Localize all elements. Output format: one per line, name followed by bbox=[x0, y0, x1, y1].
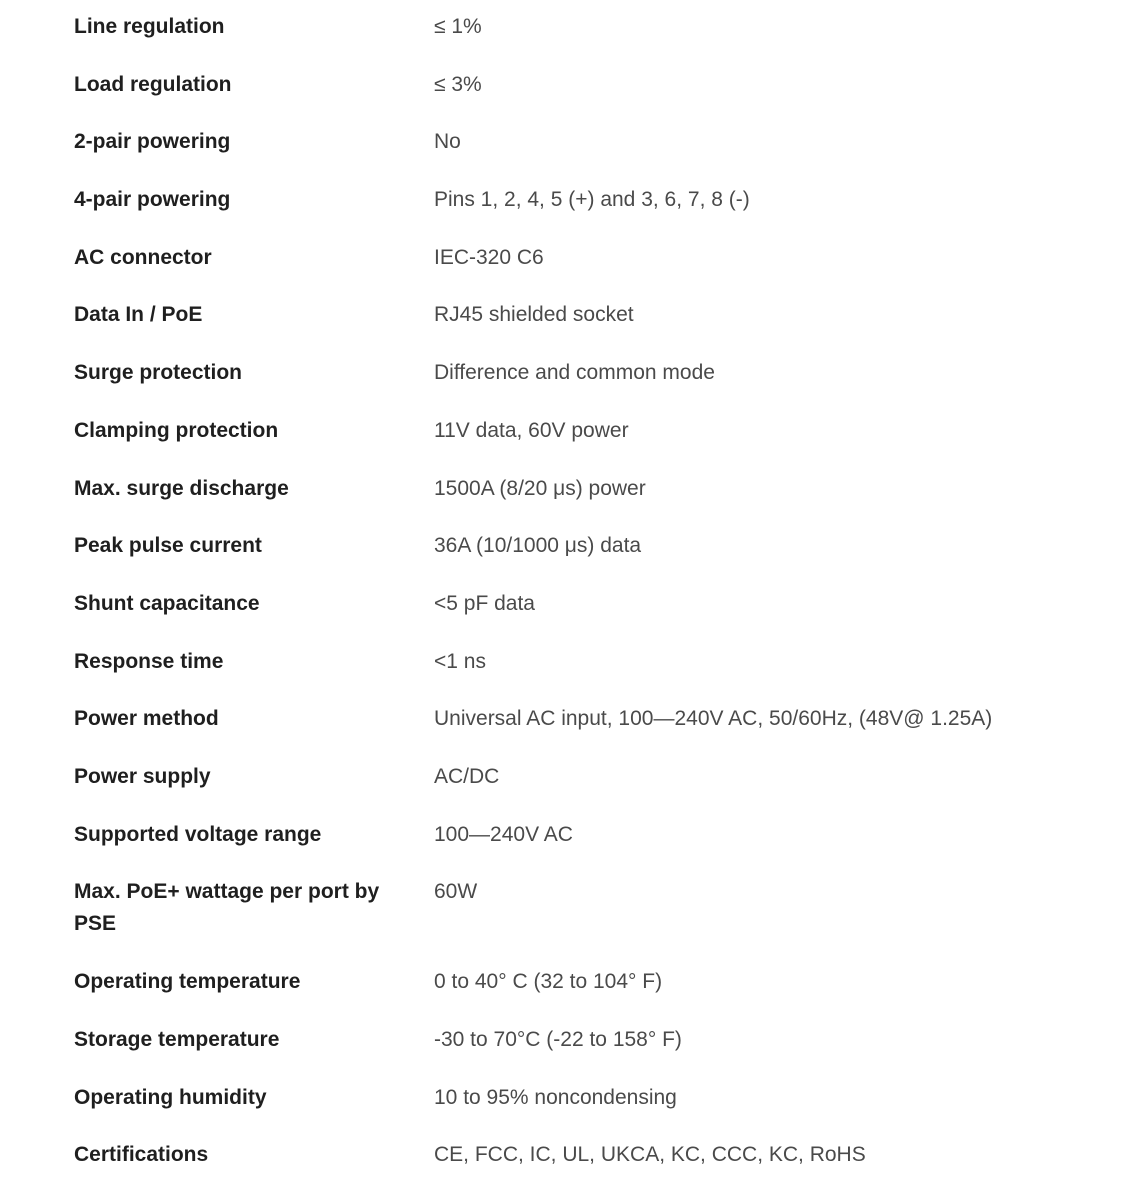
spec-row-line-regulation bbox=[74, 0, 1074, 57]
spec-label: 4-pair powering bbox=[74, 188, 231, 212]
spec-value: Pins 1, 2, 4, 5 (+) and 3, 6, 7, 8 (-) bbox=[434, 188, 750, 212]
spec-row-ac-connector bbox=[74, 230, 1074, 288]
spec-label: Response time bbox=[74, 649, 224, 673]
spec-label: Load regulation bbox=[74, 72, 232, 96]
spec-label: Operating temperature bbox=[74, 970, 301, 994]
spec-label: Clamping protection bbox=[74, 418, 279, 442]
spec-row-power-supply bbox=[74, 749, 1074, 807]
spec-row-load-regulation bbox=[74, 57, 1074, 115]
spec-row-2-pair-powering bbox=[74, 114, 1074, 172]
spec-label: AC connector bbox=[74, 245, 212, 269]
spec-value: 10 to 95% noncondensing bbox=[434, 1085, 677, 1109]
spec-row-response-time bbox=[74, 634, 1074, 692]
spec-label: Supported voltage range bbox=[74, 822, 322, 846]
spec-row-storage-temperature bbox=[74, 1012, 1074, 1070]
spec-row-shunt-capacitance bbox=[74, 576, 1074, 634]
spec-value: ≤ 1% bbox=[434, 15, 482, 38]
spec-label: Data In / PoE bbox=[74, 303, 203, 327]
spec-label: Power supply bbox=[74, 764, 211, 788]
spec-label: 2-pair powering bbox=[74, 130, 231, 154]
spec-value: Difference and common mode bbox=[434, 361, 715, 385]
spec-row-peak-pulse-current bbox=[74, 518, 1074, 576]
spec-label: Line regulation bbox=[74, 15, 225, 38]
spec-value: 100—240V AC bbox=[434, 822, 573, 846]
spec-row-max-poe-wattage bbox=[74, 864, 1074, 954]
spec-row-surge-protection bbox=[74, 345, 1074, 403]
spec-row-4-pair-powering bbox=[74, 172, 1074, 230]
spec-row-operating-humidity bbox=[74, 1070, 1074, 1128]
spec-label: Shunt capacitance bbox=[74, 591, 260, 615]
spec-row-operating-temperature bbox=[74, 954, 1074, 1012]
spec-value: RJ45 shielded socket bbox=[434, 303, 634, 327]
spec-row-power-method bbox=[74, 691, 1074, 749]
spec-value: ≤ 3% bbox=[434, 72, 482, 96]
spec-label: Max. PoE+ wattage per port by PSE bbox=[74, 880, 380, 936]
spec-value: 1500A (8/20 μs) power bbox=[434, 476, 646, 500]
spec-label: Peak pulse current bbox=[74, 534, 262, 558]
spec-value: No bbox=[434, 130, 461, 154]
spec-row-max-surge-discharge bbox=[74, 461, 1074, 519]
spec-label: Surge protection bbox=[74, 361, 243, 385]
spec-value: IEC-320 C6 bbox=[434, 245, 544, 269]
spec-row-certifications bbox=[74, 1127, 1074, 1185]
spec-value: 0 to 40° C (32 to 104° F) bbox=[434, 970, 663, 994]
spec-value: AC/DC bbox=[434, 764, 500, 788]
spec-value: 36A (10/1000 μs) data bbox=[434, 534, 642, 558]
spec-label: Power method bbox=[74, 707, 219, 731]
spec-row-clamping-protection bbox=[74, 403, 1074, 461]
spec-label: Certifications bbox=[74, 1143, 209, 1167]
spec-value: CE, FCC, IC, UL, UKCA, KC, CCC, KC, RoHS bbox=[434, 1143, 866, 1167]
spec-row-supported-voltage-range bbox=[74, 807, 1074, 865]
spec-label: Max. surge discharge bbox=[74, 476, 289, 500]
spec-value: Universal AC input, 100—240V AC, 50/60Hz, (48V@ 1.25A) bbox=[434, 707, 993, 731]
spec-value: -30 to 70°C (-22 to 158° F) bbox=[434, 1028, 682, 1051]
spec-row-data-in-poe bbox=[74, 287, 1074, 345]
spec-value: 60W bbox=[434, 880, 478, 904]
spec-table bbox=[74, 0, 1074, 1185]
spec-value: 11V data, 60V power bbox=[434, 418, 629, 442]
spec-label: Storage temperature bbox=[74, 1028, 280, 1051]
spec-label: Operating humidity bbox=[74, 1085, 267, 1109]
spec-value: <5 pF data bbox=[434, 591, 535, 615]
spec-value: <1 ns bbox=[434, 649, 486, 673]
